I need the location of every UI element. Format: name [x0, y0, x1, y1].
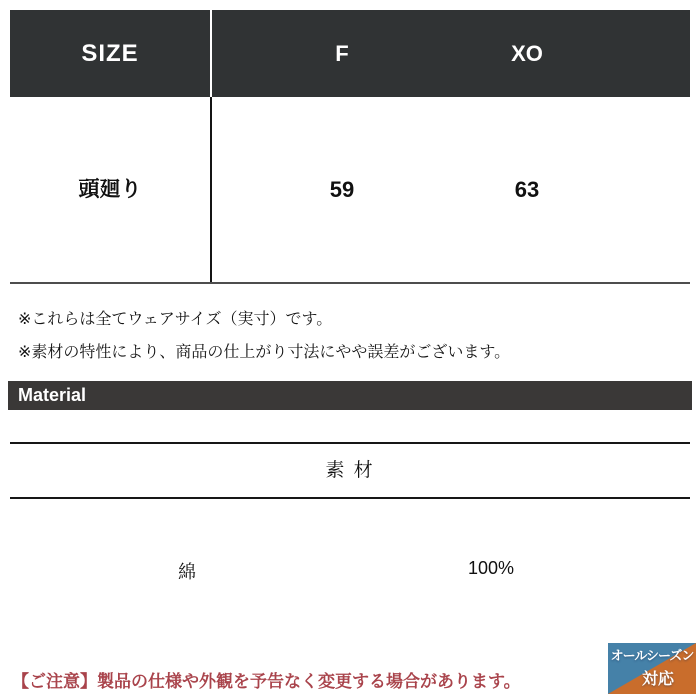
- material-bar: [8, 381, 692, 410]
- size-header-label: SIZE: [81, 40, 139, 67]
- material-column-header: 素 材: [325, 460, 375, 481]
- size-column-f: F: [335, 41, 349, 66]
- material-rule-bottom: [10, 497, 690, 499]
- material-bar-label: Material: [18, 385, 87, 405]
- body-column-divider: [210, 97, 212, 282]
- material-rule-top: [10, 442, 690, 444]
- value-size-xo: 63: [514, 177, 540, 202]
- caution-note: 【ご注意】製品の仕様や外観を予告なく変更する場合があります。: [12, 672, 521, 691]
- header-column-divider: [210, 10, 212, 97]
- size-column-xo: XO: [511, 41, 543, 66]
- material-name: 綿: [178, 562, 196, 582]
- material-percent: 100%: [467, 558, 515, 578]
- all-season-badge: [608, 643, 696, 694]
- size-table-row: [10, 97, 690, 284]
- badge-line2: 対応: [641, 671, 674, 688]
- size-table-header: [10, 10, 690, 97]
- row-label-head-circumference: 頭廻り: [78, 178, 142, 201]
- size-notes: [18, 303, 510, 369]
- badge-line1: オールシーズン: [610, 648, 694, 663]
- size-table: [10, 10, 690, 282]
- note-line-1: ※これらは全てウェアサイズ（実寸）です。: [18, 311, 333, 328]
- note-line-2: ※素材の特性により、商品の仕上がり寸法にやや誤差がございます。: [18, 344, 511, 361]
- value-size-f: 59: [329, 177, 355, 202]
